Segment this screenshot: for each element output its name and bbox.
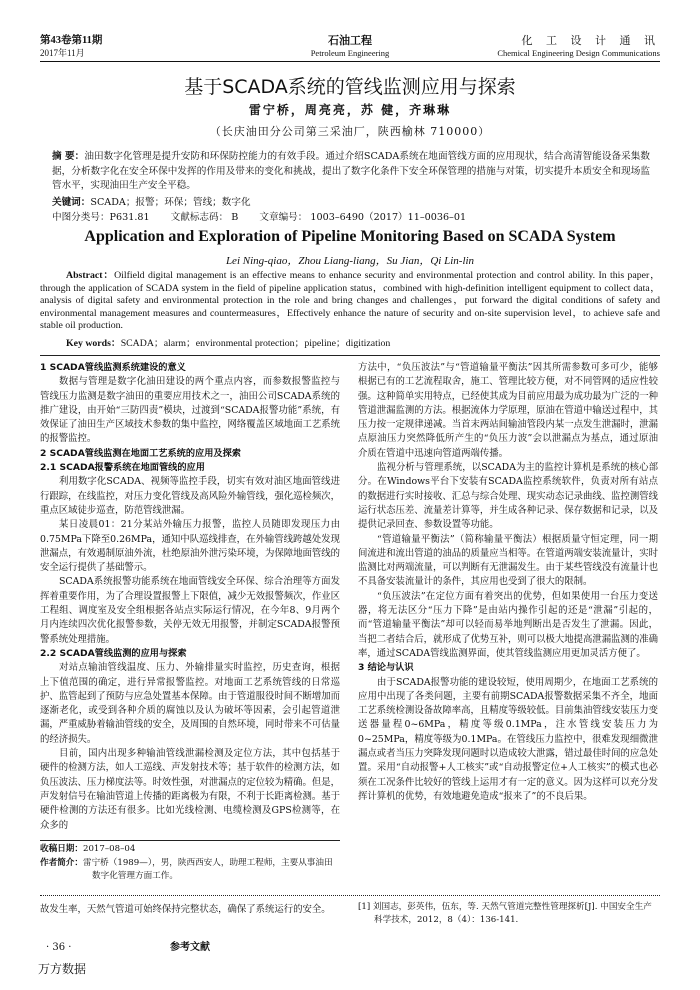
journal-name-cn: 石油工程 bbox=[328, 34, 372, 47]
journal-category bbox=[497, 34, 660, 60]
references-heading: 参考文献 bbox=[170, 942, 210, 953]
abstract-en-label: Abstract： bbox=[66, 270, 115, 281]
paragraph: 监视分析与管理系统，以SCADA为主的监控计算机是系统的核心部分。在Windows平台下安装有SCADA监控系统软件，负责对所有站点的数据进行实时接收、汇总与综合处理、现实动态记录曲线、监控测管线运行状态压差、流量差计算等，并生成各种记录、保存数据和记录，以及提供记录回查、参数设置等功能。 bbox=[358, 462, 659, 531]
paragraph: 由于SCADA报警功能的建设较短，使用周期少，在地面工艺系统的应用中出现了各类问题，主要有前期SCADA报警数据采集不齐全，地面工艺系统检测设备故障率高，且精度等级较低。目前集油管线安装压力变送器量程0~6MPa，精度等级0.1MPa，注水管线安装压力为0~25MPa，精度等级为0.1MPa。在管线压力监控中，很难发现细微泄漏点或者当压力突降发现问题时以造成较大泄露，错过最佳时间的应急处置。采用“自动报警+人工核实”或“自动报警定位+人工核实”的模式也必须在工况条件比较好的管线上运用才有一定的意义。因为这样可以充分发挥计算机的优势，有效地避免造成“报来了”的不良后果。 bbox=[358, 676, 659, 802]
author-bio bbox=[40, 857, 340, 882]
abstract-cn bbox=[52, 150, 650, 194]
paragraph: 对站点输油管线温度、压力、外输排量实时监控，历史查询，根据上下值范围的确定，进行异常报警监控。对地面工艺系统管线的日常巡护、监管起到了预防与应急处置基本保障。由于管道服役时间不断增加而逐渐老化，或受到各种介质的腐蚀以及认为破坏等因素，会引起管道泄漏，严重威胁着输油管线的安全，及周围的自然环境，同时带来不可估量的经济损失。 bbox=[40, 662, 341, 745]
author-bio-label: 作者简介： bbox=[40, 858, 83, 868]
page-number: · 36 · bbox=[46, 942, 72, 953]
article-title-en: Application and Exploration of Pipeline Monitoring Based on SCADA System bbox=[84, 228, 616, 245]
volume-issue: 第43卷第11期 bbox=[40, 35, 103, 46]
abstract-en-text: Oilfield digital management is an effective means to enhance security and environmental protection and control ability. In this paper，through the application of SCADA system in the field of pipeline application status，combined with high-definition intelligent equipment to collect data，analysis of digital safety and environmental protection in the role and bring changes and challenges，put forward the digital conditions of safety and environmental management measures and countermeasures，Effectively enhance the nature of security and on-site supervision level，to achieve safe and stable oil production. bbox=[40, 270, 660, 332]
section-3-heading: 3 结论与认识 bbox=[358, 662, 414, 674]
clc-number: 中图分类号：P631.81 bbox=[52, 212, 150, 223]
reference-item: [1] 刘国志，彭英伟，伍东，等. 天然气管道完整性管理探析[J]. 中国安全生产科学技术，2012，8（4）：136-141. bbox=[358, 902, 652, 925]
category-cn: 化 工 设 计 通 讯 bbox=[521, 34, 660, 47]
author-bio-text: 雷宁桥（1989—），男，陕西西安人，助理工程师，主要从事油田数字化管理方面工作。 bbox=[82, 858, 333, 881]
received-label: 收稿日期： bbox=[40, 844, 83, 854]
section-2-2-heading: 2.2 SCADA管线监测的应用与探索 bbox=[40, 647, 187, 659]
abstract-cn-label: 摘 要： bbox=[52, 151, 85, 162]
section-1-heading: 1 SCADA管线监测系统建设的意义 bbox=[40, 362, 186, 373]
keywords-cn-text: SCADA；报警；环保；管线；数字化 bbox=[90, 197, 251, 208]
category-en: Chemical Engineering Design Communications bbox=[497, 48, 660, 58]
authors-cn: 雷宁桥，周亮亮，苏 健，齐琳琳 bbox=[248, 103, 452, 117]
keywords-cn-label: 关键词： bbox=[52, 197, 91, 208]
section-break-dotted bbox=[40, 895, 660, 896]
received-date bbox=[40, 843, 340, 856]
classification-line bbox=[52, 211, 650, 225]
keywords-en-label: Key words： bbox=[66, 338, 121, 349]
article-number: 文章编号： 1003–6490（2017）11–0036–01 bbox=[259, 212, 467, 223]
paragraph: “负压波法”在定位方面有着突出的优势，但如果使用一台压力变送器，将无法区分“压力下降”是由站内操作引起的还是“泄漏”引起的，而“管道输量平衡法”却可以轻而易举地判断出是否发生了泄漏。因此，当把二者结合后，就形成了优势互补，则可以极大地提高泄漏监测的准确率，通过SCADA管线监测界面，使其管线监测应用更加灵活方便了。 bbox=[358, 590, 659, 659]
authors-en: Lei Ning-qiao，Zhou Liang-liang，Su Jian，Qi Lin-lin bbox=[225, 255, 475, 267]
section-2-1-heading: 2.1 SCADA报警系统在地面管线的应用 bbox=[40, 462, 205, 474]
paragraph: 数据与管理是数字化油田建设的两个重点内容，而参数报警监控与管线压力监测是数字油田的重要应用技术之一，油田公司SCADA系统的推广建设，由开始“三防四责”模块，过渡到“SCADA报警功能”系统，有效保证了油田生产区域技术参数的集中监控，网络覆盖区域地面工艺系统的报警监控。 bbox=[40, 376, 341, 445]
section-2-heading: 2 SCADA管线监测在地面工艺系统的应用及探索 bbox=[40, 447, 241, 459]
keywords-cn bbox=[52, 196, 650, 210]
paragraph: 利用数字化SCADA、视频等监控手段，切实有效对油区地面管线进行跟踪，在线监控，对压力变化管线及高风险外输管线，强化巡检频次，重点区域徒步巡查，防范管线泄漏。 bbox=[40, 476, 341, 516]
paragraph: 方法中，“负压波法”与“管道输量平衡法”因其所需参数可多可少，能够根据已有的工艺流程取舍，施工、管理比较方便，对不同管网的适应性较强。这种简单实用特点，已经使其成为目前应用最为成功最为广泛的一种管道泄漏监测的方法。根据流体力学原理，原油在管道中输送过程中，其压力按一定规律递减。当首末两站间输油管段内某一点发生泄漏时，泄漏点原油压力突然降低所产生的“负压力波”会以泄漏点为基点，通过原油介质在管道中迅速向管道两端传播。 bbox=[358, 362, 659, 459]
received-value: 2017–08–04 bbox=[82, 844, 136, 854]
abstract-cn-text: 油田数字化管理是提升安防和环保防控能力的有效手段。通过介绍SCADA系统在地面管线方面的应用现状，结合高清智能设备采集数据，分析数字化在安全环保中发挥的作用及带来的变化和挑战，提出了数字化条件下安全环保管理的措施与对策，切实提升本质安全和现场监管水平，实现油田生产安全平稳。 bbox=[52, 151, 650, 191]
abstract-en bbox=[40, 270, 660, 333]
body-divider bbox=[40, 355, 660, 356]
journal-name-en: Petroleum Engineering bbox=[310, 48, 390, 58]
paragraph: 目前，国内出现多种输油管线泄漏检测及定位方法，其中包括基于硬件的检测方法，如人工巡线、声发射技术等；基于软件的检测方法，如负压波法、压力梯度法等。时效性强，对泄漏点的定位较为精确。但是，声发射信号在输油管道上传播的距离极为有限，不利于长距离检测。基于硬件检测的方法还有很多。比如光线检测、电缆检测及GPS检测等，在众多的 bbox=[40, 748, 341, 831]
watermark: 万方数据 bbox=[38, 962, 87, 976]
paragraph: “管道输量平衡法”（简称输量平衡法）根据质量守恒定理，同一期间流进和流出管道的油品的质量应当相等。在管道两端安装流量计，实时监测比对两端流量，可以判断有无泄漏发生。由于某些管线没有流量计也不具备安装流量计的条件，其应用也受到了很大的限制。 bbox=[358, 533, 659, 588]
keywords-en bbox=[40, 338, 660, 351]
left-column bbox=[40, 361, 340, 833]
document-code: 文献标志码： B bbox=[170, 212, 239, 223]
paragraph: 某日凌晨01：21分某站外输压力报警，监控人员随即发现压力由0.75MPa下降至0.26MPa，通知中队巡线排查，在外输管线跨越处发现泄漏点，有效遏制原油外流，杜绝原油外泄污染环境，为保障地面管线的安全运行提供了基础警示。 bbox=[40, 519, 341, 574]
keywords-en-text: SCADA；alarm；environmental protection；pipeline；digitization bbox=[120, 338, 391, 349]
affiliation-cn: （长庆油田分公司第三采油厂，陕西榆林 710000） bbox=[209, 125, 491, 138]
right-column bbox=[358, 361, 658, 804]
article-title-cn: 基于SCADA系统的管线监测应用与探索 bbox=[184, 76, 516, 98]
issue-date: 2017年11月 bbox=[40, 48, 85, 58]
paragraph: SCADA系统报警功能系统在地面管线安全环保、综合治理等方面发挥着重要作用，为了合理设置报警上下限值，减少无效报警频次，作业区工程组、调度室及安全组根据各站点实际运行情况，在今年8、9月两个月内连续四次优化报警参数，关停无效无用报警，并制定SCADA报警预警系统处理措施。 bbox=[40, 576, 341, 645]
header-divider bbox=[40, 61, 660, 62]
footnote-divider bbox=[40, 840, 340, 841]
continued-text: 故发生率，天然气管道可始终保持完整状态，确保了系统运行的安全。 bbox=[40, 904, 331, 915]
